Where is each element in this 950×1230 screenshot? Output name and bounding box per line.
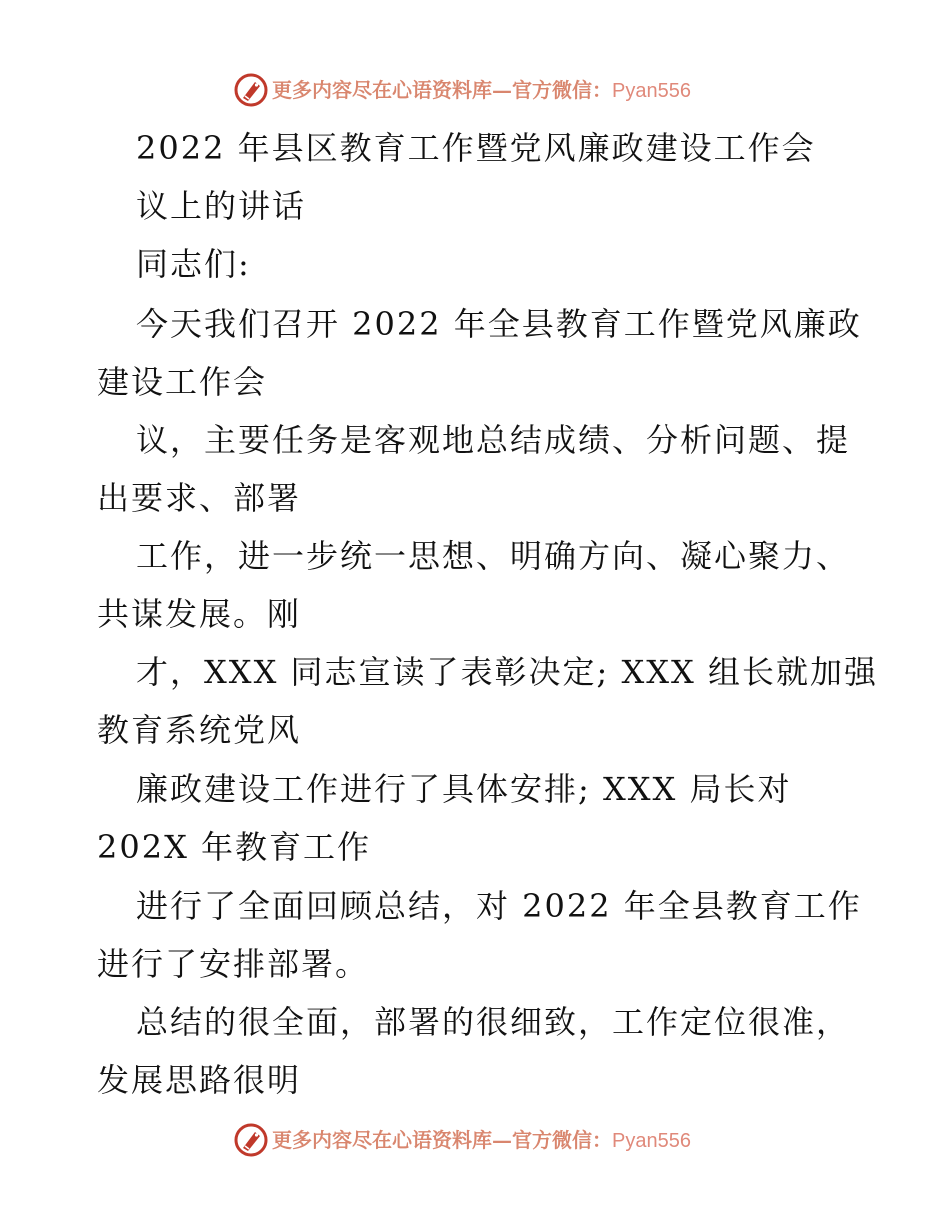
body-line: 发展思路很明 bbox=[97, 1061, 302, 1099]
title-line-2: 议上的讲话 bbox=[136, 187, 307, 225]
body-line: 共谋发展。刚 bbox=[97, 595, 302, 633]
body-line: 进行了安排部署。 bbox=[97, 945, 370, 983]
body-line: 今天我们召开 2022 年全县教育工作暨党风廉政 bbox=[136, 305, 862, 343]
header-watermark bbox=[0, 70, 950, 110]
body-line: 202X 年教育工作 bbox=[97, 828, 372, 866]
body-line: 出要求、部署 bbox=[97, 479, 302, 517]
body-line: 总结的很全面，部署的很细致，工作定位很准， bbox=[136, 1003, 851, 1041]
watermark-text: 更多内容尽在心语资料库—官方微信：Pyan556 bbox=[272, 78, 691, 102]
footer-watermark bbox=[0, 1120, 950, 1160]
body-line: 廉政建设工作进行了具体安排; XXX 局长对 bbox=[136, 770, 792, 808]
body-line: 工作，进一步统一思想、明确方向、凝心聚力、 bbox=[136, 537, 851, 575]
pen-nib-logo-icon bbox=[233, 1122, 269, 1158]
body-line: 才，XXX 同志宣读了表彰决定; XXX 组长就加强 bbox=[136, 653, 878, 691]
body-line: 议，主要任务是客观地总结成绩、分析问题、提 bbox=[136, 421, 851, 459]
title-line-1: 2022 年县区教育工作暨党风廉政建设工作会 bbox=[136, 129, 816, 167]
pen-nib-logo-icon bbox=[233, 72, 269, 108]
body-line: 教育系统党风 bbox=[97, 711, 302, 749]
salutation: 同志们: bbox=[136, 245, 251, 283]
body-line: 建设工作会 bbox=[97, 363, 268, 401]
watermark-text: 更多内容尽在心语资料库—官方微信：Pyan556 bbox=[272, 1128, 691, 1152]
body-line: 进行了全面回顾总结，对 2022 年全县教育工作 bbox=[136, 887, 862, 925]
